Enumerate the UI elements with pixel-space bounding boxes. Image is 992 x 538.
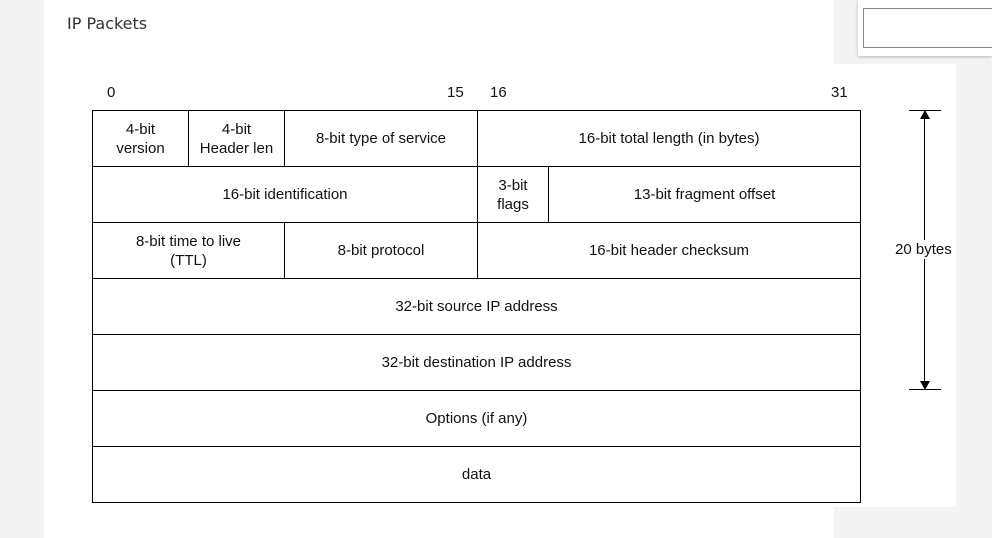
header-checksum-field: 16-bit header checksum — [477, 222, 861, 279]
arrow-down-icon — [920, 381, 930, 390]
protocol-field: 8-bit protocol — [284, 222, 478, 279]
bit-label-16: 16 — [490, 84, 507, 101]
flags-field: 3-bit flags — [477, 166, 549, 223]
page-title: IP Packets — [67, 14, 148, 33]
type-of-service-field: 8-bit type of service — [284, 110, 478, 167]
version-field: 4-bit version — [92, 110, 189, 167]
source-ip-field: 32-bit source IP address — [92, 278, 861, 335]
header-length-field: 4-bit Header len — [188, 110, 285, 167]
identification-field: 16-bit identification — [92, 166, 478, 223]
bit-label-15: 15 — [447, 84, 464, 101]
destination-ip-field: 32-bit destination IP address — [92, 334, 861, 391]
total-length-field: 16-bit total length (in bytes) — [477, 110, 861, 167]
bit-label-31: 31 — [831, 84, 848, 101]
data-field: data — [92, 446, 861, 503]
fragment-offset-field: 13-bit fragment offset — [548, 166, 861, 223]
dimension-label: 20 bytes — [895, 241, 952, 258]
arrow-up-icon — [920, 110, 930, 119]
side-input-field[interactable] — [863, 8, 992, 48]
bit-label-0: 0 — [107, 84, 116, 101]
options-field: Options (if any) — [92, 390, 861, 447]
ttl-field: 8-bit time to live (TTL) — [92, 222, 285, 279]
